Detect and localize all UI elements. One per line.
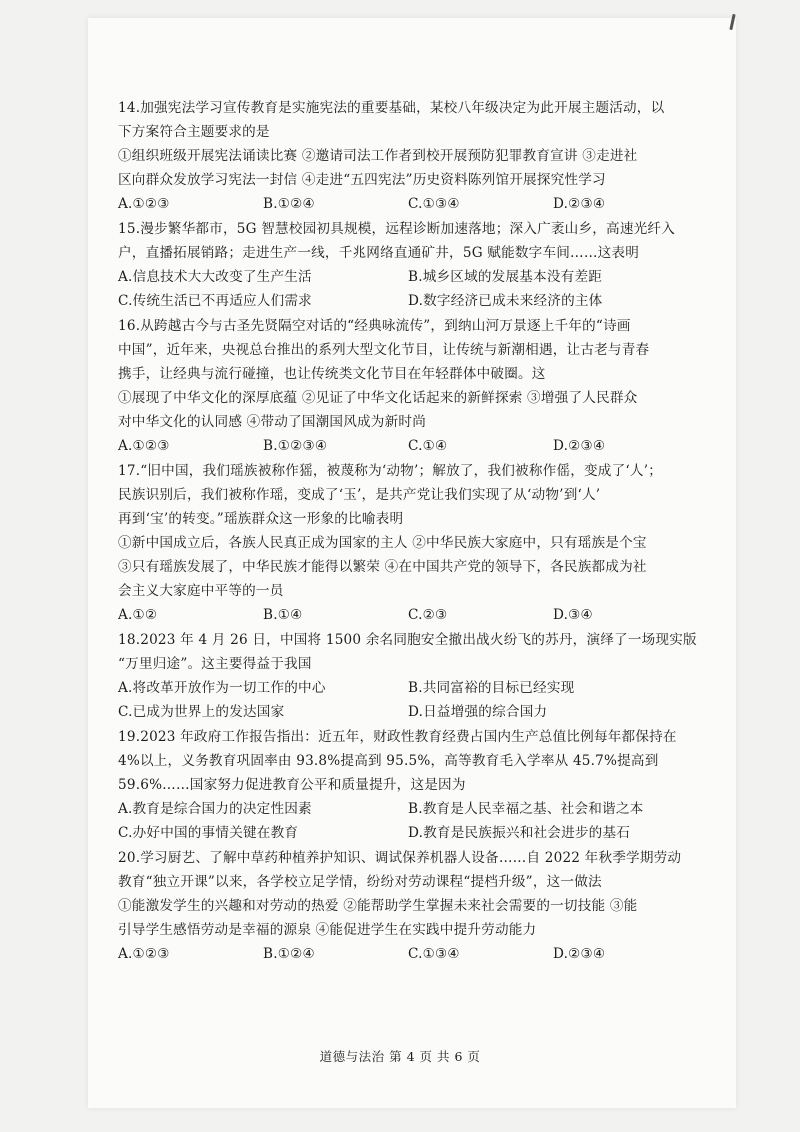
option-d: D.日益增强的综合国力 <box>408 704 548 720</box>
answer-options <box>118 192 698 216</box>
question-line: ①组织班级开展宪法诵读比赛 ②邀请司法工作者到校开展预防犯罪教育宣讲 ③走进社 <box>118 148 638 164</box>
question-line: 下方案符合主题要求的是 <box>118 124 270 140</box>
question-line: 引导学生感悟劳动是幸福的源泉 ④能促进学生在实践中提升劳动能力 <box>118 922 537 938</box>
question-line: ①展现了中华文化的深厚底蕴 ②见证了中华文化话起来的新鲜探索 ③增强了人民群众 <box>118 390 638 406</box>
option-a: A.①②③ <box>118 196 170 212</box>
question-line: 携手，让经典与流行碰撞，也让传统类文化节目在年轻群体中破圈。这 <box>118 366 546 382</box>
option-c: C.已成为世界上的发达国家 <box>118 704 285 720</box>
question-line: 15.漫步繁华都市，5G 智慧校园初具规模，远程诊断加速落地；深入广袤山乡，高速光纤入 <box>118 221 676 237</box>
question-line: 59.6%……国家努力促进教育公平和质量提升，这是因为 <box>118 777 466 793</box>
option-c: C.②③ <box>408 607 448 623</box>
question-line: 区向群众发放学习宪法一封信 ④走进“五四宪法”历史资料陈列馆开展探究性学习 <box>118 172 606 188</box>
option-b: B.①②③④ <box>263 438 328 454</box>
option-d: D.②③④ <box>553 438 606 454</box>
question-line: 对中华文化的认同感 ④带动了国潮国风成为新时尚 <box>118 414 426 430</box>
option-d: D.教育是民族振兴和社会进步的基石 <box>408 825 631 841</box>
question-line: 18.2023 年 4 月 26 日，中国将 1500 余名同胞安全撤出战火纷飞的苏丹，演绎了一场现实版 <box>118 632 697 648</box>
question-line: ①新中国成立后，各族人民真正成为国家的主人 ②中华民族大家庭中，只有瑶族是个宝 <box>118 535 647 551</box>
question-line: 民族识别后，我们被称作瑶，变成了‘玉’，是共产党让我们实现了从‘动物’到‘人’ <box>118 487 601 503</box>
question-line: ③只有瑶族发展了，中华民族才能得以繁荣 ④在中国共产党的领导下，各民族都成为社 <box>118 559 647 575</box>
question-line: 中国”，近年来，央视总台推出的系列大型文化节目，让传统与新潮相遇，让古老与青春 <box>118 342 650 358</box>
question-line: 教育“独立开课”以来，各学校立足学情，纷纷对劳动课程“提档升级”，这一做法 <box>118 874 602 890</box>
option-c: C.①③④ <box>408 196 460 212</box>
option-b: B.①②④ <box>263 946 315 962</box>
question-16 <box>118 314 698 458</box>
option-c: C.传统生活已不再适应人们需求 <box>118 293 312 309</box>
question-line: 会主义大家庭中平等的一员 <box>118 583 284 599</box>
answer-options <box>118 797 698 821</box>
answer-options <box>118 265 698 289</box>
question-line: 17.“旧中国，我们瑶族被称作猺，被蔑称为‘动物’；解放了，我们被称作傜，变成了‘人’； <box>118 463 663 479</box>
question-list <box>118 96 698 967</box>
option-a: A.①②③ <box>118 946 170 962</box>
question-line: 再到‘宝’的转变。”瑶族群众这一形象的比喻表明 <box>118 511 404 527</box>
question-17 <box>118 459 698 627</box>
option-a: A.信息技术大大改变了生产生活 <box>118 269 312 285</box>
question-line: 4%以上，义务教育巩固率由 93.8%提高到 95.5%，高等教育毛入学率从 45.7%提高到 <box>118 753 659 769</box>
option-b: B.①②④ <box>263 196 315 212</box>
answer-options <box>118 676 698 700</box>
answer-options <box>118 821 698 845</box>
question-15 <box>118 217 698 313</box>
option-c: C.①④ <box>408 438 448 454</box>
question-line: 20.学习厨艺、了解中草药种植养护知识、调试保养机器人设备……自 2022 年秋季学期劳动 <box>118 850 682 866</box>
question-19 <box>118 725 698 845</box>
option-c: C.①③④ <box>408 946 460 962</box>
option-d: D.数字经济已成未来经济的主体 <box>408 293 603 309</box>
question-line: 19.2023 年政府工作报告指出：近五年，财政性教育经费占国内生产总值比例每年都保持在 <box>118 729 677 745</box>
page-footer: 道德与法治 第 4 页 共 6 页 <box>319 1049 481 1064</box>
option-c: C.办好中国的事情关键在教育 <box>118 825 299 841</box>
question-line: 户，直播拓展销路；走进生产一线，千兆网络直通矿井，5G 赋能数字车间……这表明 <box>118 245 640 261</box>
option-a: A.教育是综合国力的决定性因素 <box>118 801 312 817</box>
question-18 <box>118 628 698 724</box>
question-line: 14.加强宪法学习宣传教育是实施宪法的重要基础，某校八年级决定为此开展主题活动，以 <box>118 100 665 116</box>
answer-options <box>118 700 698 724</box>
question-20 <box>118 846 698 966</box>
option-b: B.教育是人民幸福之基、社会和谐之本 <box>408 801 644 817</box>
option-a: A.①② <box>118 607 158 623</box>
answer-options <box>118 434 698 458</box>
option-d: D.③④ <box>553 607 593 623</box>
option-b: B.共同富裕的目标已经实现 <box>408 680 575 696</box>
answer-options <box>118 289 698 313</box>
answer-options <box>118 942 698 966</box>
answer-options <box>118 603 698 627</box>
option-b: B.城乡区域的发展基本没有差距 <box>408 269 603 285</box>
option-b: B.①④ <box>263 607 303 623</box>
option-a: A.①②③ <box>118 438 170 454</box>
question-line: “万里归途”。这主要得益于我国 <box>118 656 312 672</box>
option-d: D.②③④ <box>553 196 606 212</box>
option-a: A.将改革开放作为一切工作的中心 <box>118 680 326 696</box>
question-line: 16.从跨越古今与古圣先贤隔空对话的“经典咏流传”，到纳山河万景逐上千年的“诗画 <box>118 318 631 334</box>
question-line: ①能激发学生的兴趣和对劳动的热爱 ②能帮助学生掌握未来社会需要的一切技能 ③能 <box>118 898 638 914</box>
question-14 <box>118 96 698 216</box>
option-d: D.②③④ <box>553 946 606 962</box>
